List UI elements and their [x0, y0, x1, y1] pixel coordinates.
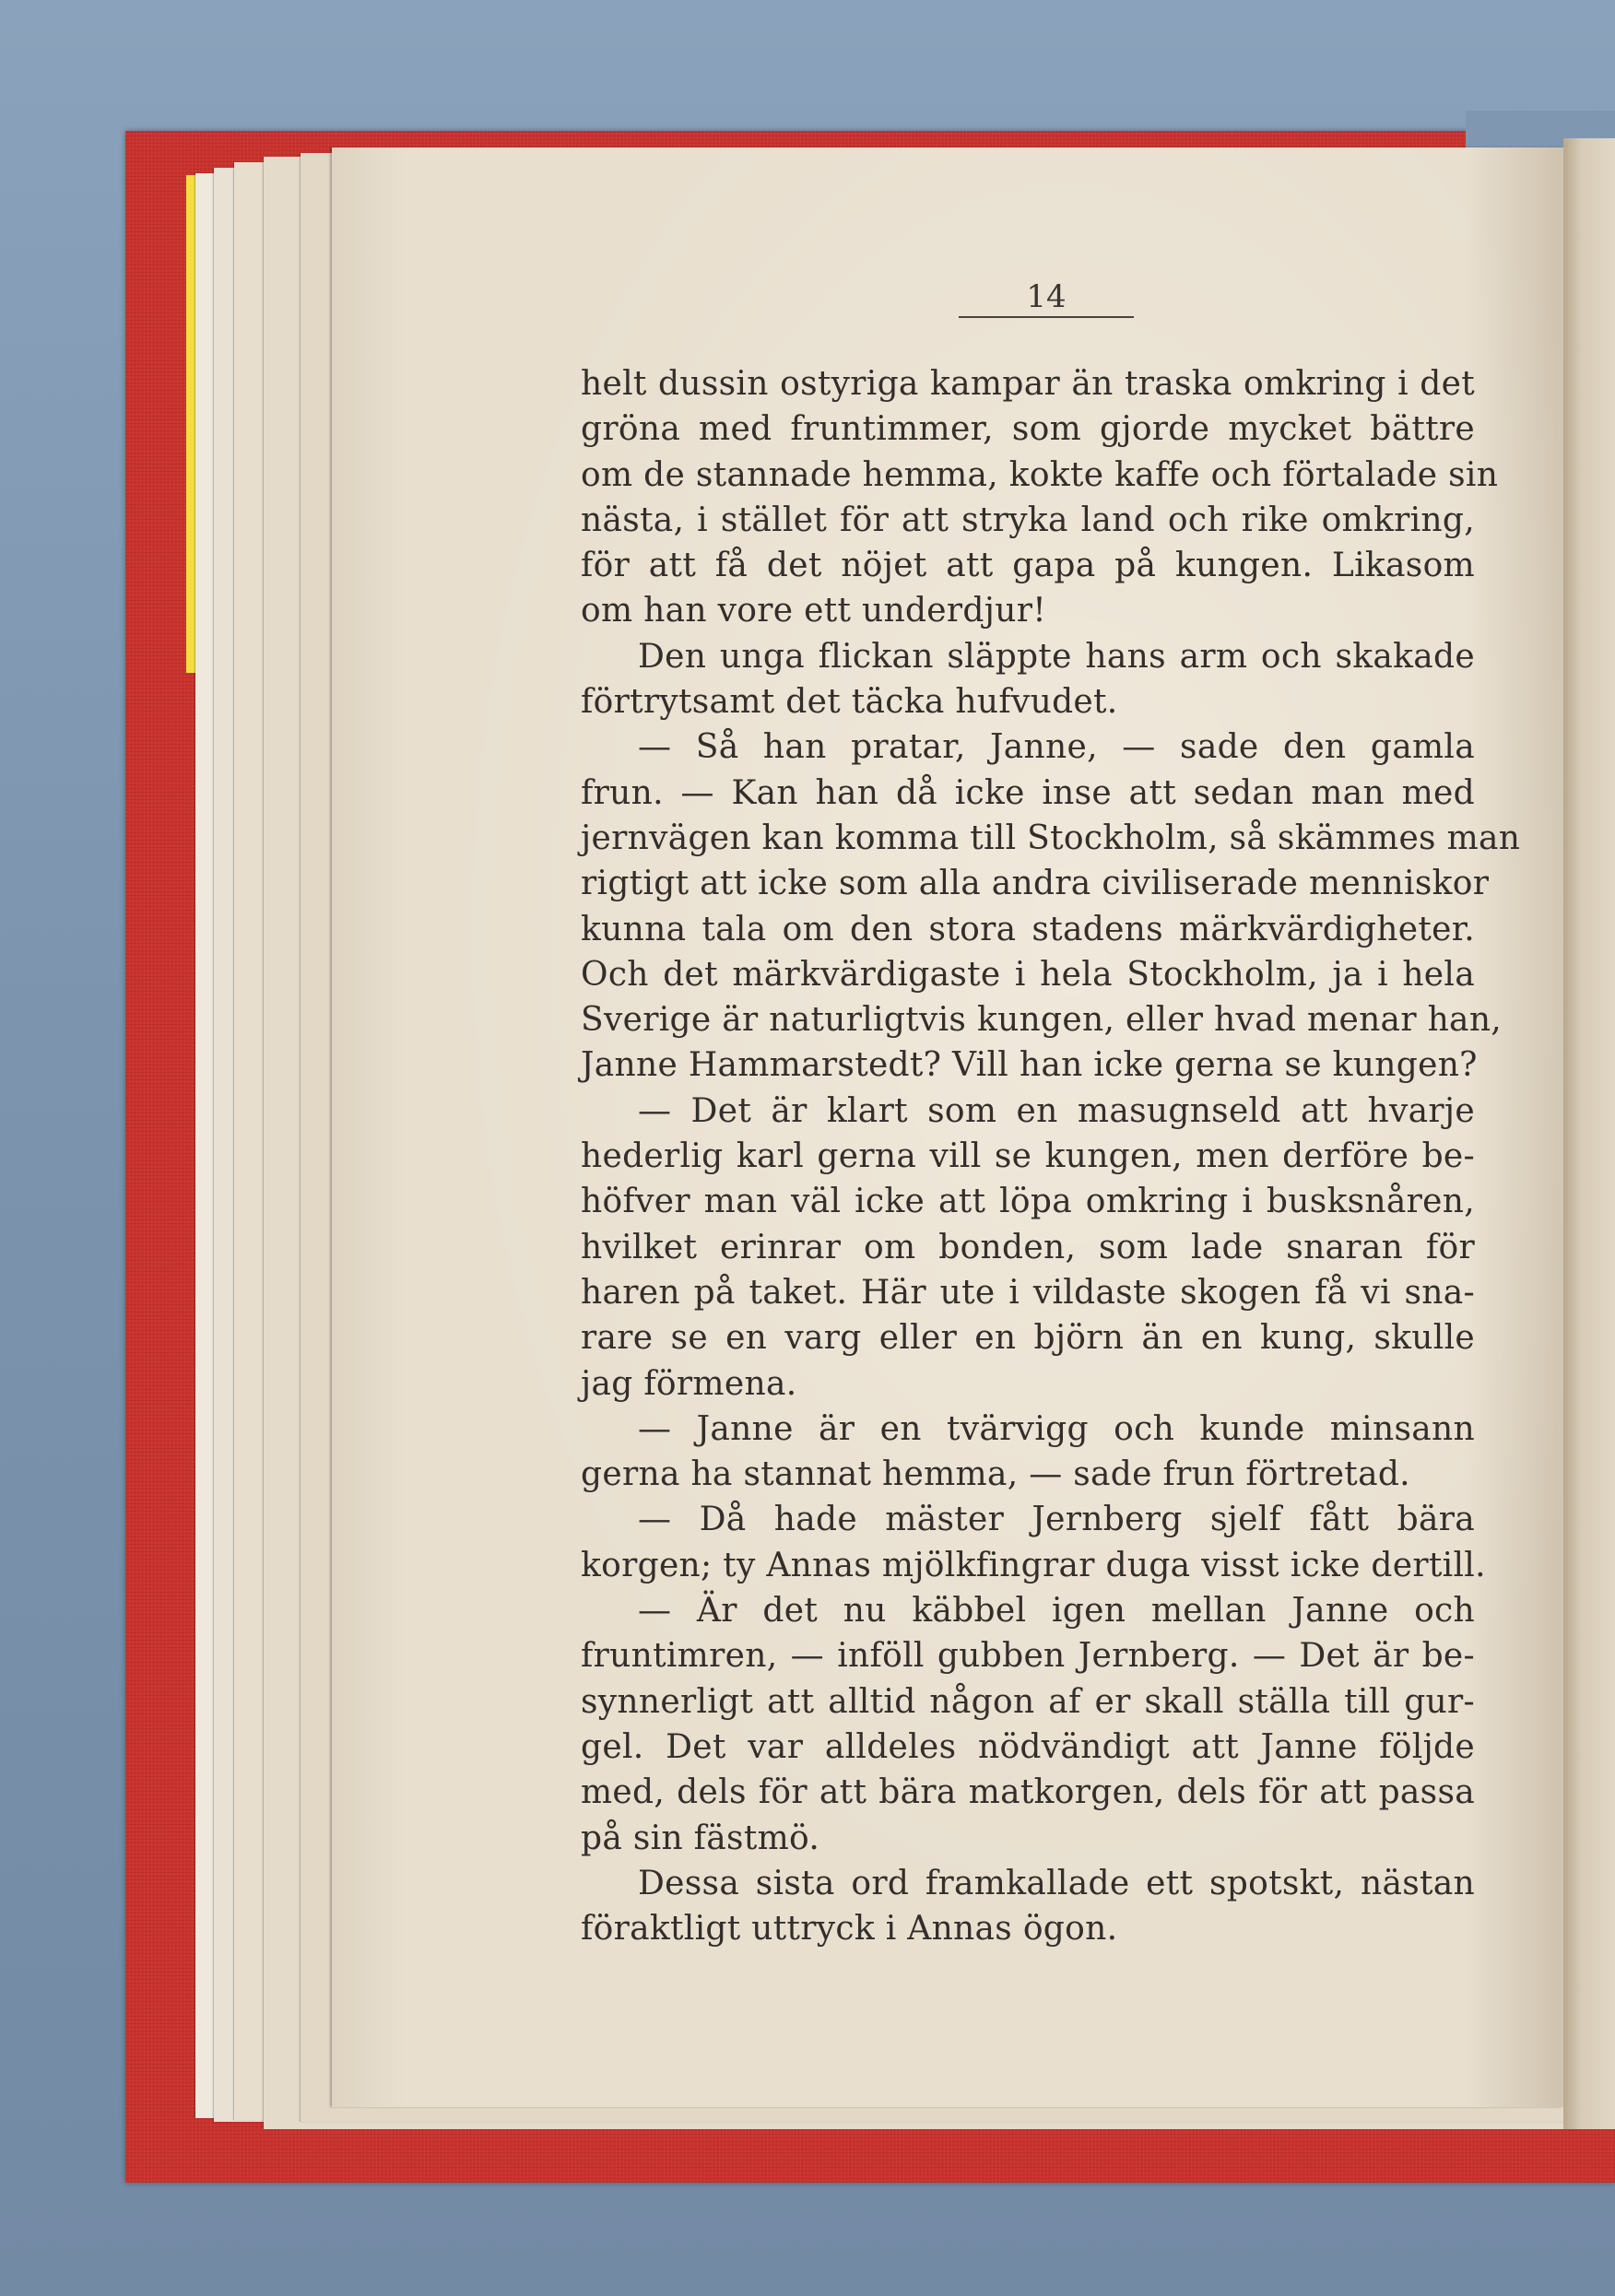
text-line: förtrytsamt det täcka hufvudet.	[581, 683, 1118, 722]
text-line: gerna ha stannat hemma, — sade frun förtretad.	[581, 1455, 1410, 1494]
text-line: kunna tala om den stora stadens märkvärdigheter.	[581, 910, 1475, 948]
text-line: om de stannade hemma, kokte kaffe och förtalade sin	[581, 455, 1499, 494]
text-line: gröna med fruntimmer, som gjorde mycket bättre	[581, 410, 1475, 449]
text-line: rigtigt att icke som alla andra civiliserade menniskor	[581, 865, 1490, 903]
text-line: Den unga flickan släppte hans arm och skakade	[638, 637, 1475, 676]
text-line: fruntimren, — inföll gubben Jernberg. — Det är be-	[581, 1637, 1475, 1676]
text-line: hederlig karl gerna vill se kungen, men derföre be-	[581, 1137, 1475, 1176]
text-line: helt dussin ostyriga kampar än traska omkring i det	[581, 365, 1475, 403]
text-line: synnerligt att alltid någon af er skall ställa till gur-	[581, 1682, 1475, 1721]
text-line: rare se en varg eller en björn än en kung, skulle	[581, 1319, 1475, 1358]
text-line: frun. — Kan han då icke inse att sedan man med	[581, 773, 1475, 812]
text-line: Sverige är naturligtvis kungen, eller hvad menar han,	[581, 1001, 1503, 1040]
body-text	[581, 361, 1521, 1951]
book-gutter	[1563, 138, 1615, 2129]
text-line: haren på taket. Här ute i vildaste skogen få vi sna-	[581, 1273, 1475, 1312]
text-line: — Det är klart som en masugnseld att hvarje	[638, 1091, 1475, 1130]
text-line: jernvägen kan komma till Stockholm, så skämmes man	[581, 818, 1521, 857]
text-line: korgen; ty Annas mjölkfingrar duga visst icke dertill.	[581, 1546, 1486, 1584]
text-line: på sin fästmö.	[581, 1819, 820, 1857]
text-line: höfver man väl icke att löpa omkring i busksnåren,	[581, 1183, 1475, 1221]
text-line: med, dels för att bära matkorgen, dels för att passa	[581, 1773, 1475, 1812]
text-line: för att få det nöjet att gapa på kungen. Likasom	[581, 547, 1475, 585]
text-line: föraktligt uttryck i Annas ögon.	[581, 1910, 1118, 1949]
text-line: — Är det nu käbbel igen mellan Janne och	[638, 1592, 1475, 1631]
text-line: Dessa sista ord framkallade ett spotskt, nästan	[638, 1864, 1475, 1902]
text-line: jag förmena.	[581, 1364, 797, 1403]
bookmark-strip	[186, 175, 195, 673]
text-line: — Då hade mäster Jernberg sjelf fått bära	[638, 1501, 1475, 1539]
text-line: om han vore ett underdjur!	[581, 592, 1046, 630]
text-line: Och det märkvärdigaste i hela Stockholm, ja i hela	[581, 955, 1475, 994]
text-line: hvilket erinrar om bonden, som lade snaran för	[581, 1228, 1475, 1266]
page-number: 14	[1026, 278, 1067, 315]
text-line: — Så han pratar, Janne, — sade den gamla	[638, 728, 1475, 767]
page-number-rule	[959, 316, 1134, 318]
text-line: nästa, i stället för att stryka land och rike omkring,	[581, 500, 1475, 539]
text-line: — Janne är en tvärvigg och kunde minsann	[638, 1409, 1475, 1448]
text-line: Janne Hammarstedt? Vill han icke gerna se kungen?	[581, 1046, 1478, 1085]
text-line: gel. Det var alldeles nödvändigt att Janne följde	[581, 1727, 1475, 1766]
